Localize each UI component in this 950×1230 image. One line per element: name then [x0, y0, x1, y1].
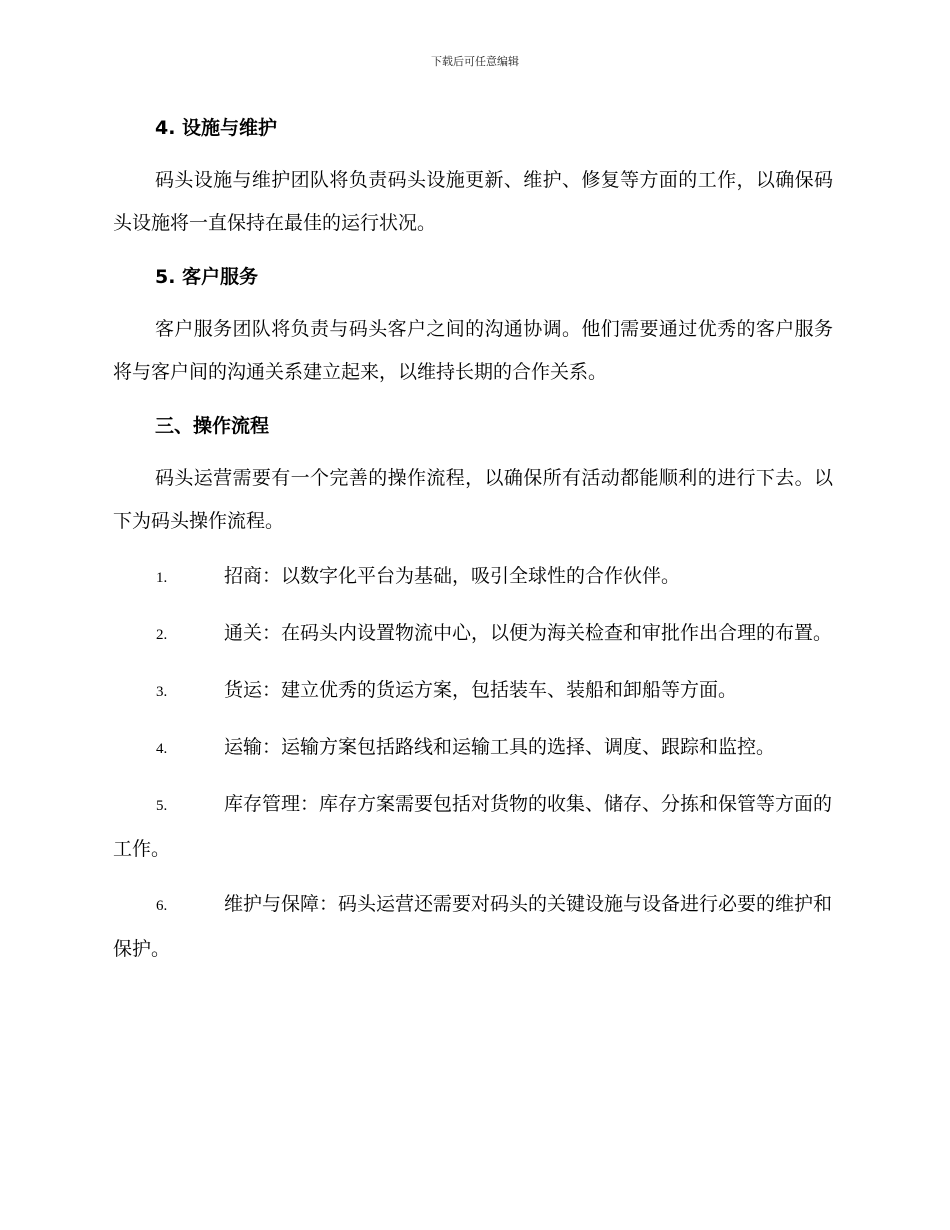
- list-item-text: 维护与保障：码头运营还需要对码头的关键设施与设备进行必要的维护和保护。: [113, 893, 833, 960]
- list-item-text: 货运：建立优秀的货运方案，包括装车、装船和卸船等方面。: [224, 679, 738, 701]
- section-heading-customer-service: 5. 客户服务: [155, 266, 259, 288]
- document-body: [113, 108, 833, 983]
- section-paragraph-customer-service: 客户服务团队将负责与码头客户之间的沟通协调。他们需要通过优秀的客户服务将与客户间的沟通关系建立起来，以维持长期的合作关系。: [113, 318, 833, 383]
- list-item: [113, 726, 833, 771]
- list-item-number: 2.: [156, 627, 168, 643]
- list-item-number: 4.: [156, 741, 168, 757]
- section-heading-operation-flow: 三、操作流程: [155, 415, 270, 437]
- section-paragraph-operation-flow: 码头运营需要有一个完善的操作流程，以确保所有活动都能顺利的进行下去。以下为码头操作流程。: [113, 467, 833, 532]
- list-item-number: 3.: [156, 684, 168, 700]
- list-item-text: 库存管理：库存方案需要包括对货物的收集、储存、分拣和保管等方面的工作。: [113, 793, 833, 860]
- list-item-text: 通关：在码头内设置物流中心，以便为海关检查和审批作出合理的布置。: [224, 622, 833, 644]
- list-item: [113, 612, 833, 657]
- page-header: 下载后可任意编辑: [431, 55, 519, 68]
- list-item: [113, 669, 833, 714]
- list-item: [113, 555, 833, 600]
- list-item-number: 6.: [156, 898, 168, 914]
- list-item: [113, 783, 833, 871]
- list-item-number: 1.: [156, 570, 168, 586]
- section-heading-facilities: 4. 设施与维护: [155, 117, 278, 139]
- list-item-text: 运输：运输方案包括路线和运输工具的选择、调度、跟踪和监控。: [224, 736, 776, 758]
- section-paragraph-facilities: 码头设施与维护团队将负责码头设施更新、维护、修复等方面的工作，以确保码头设施将一直保持在最佳的运行状况。: [113, 169, 833, 234]
- list-item-number: 5.: [156, 798, 168, 814]
- list-item-text: 招商：以数字化平台为基础，吸引全球性的合作伙伴。: [224, 565, 681, 587]
- list-item: [113, 883, 833, 971]
